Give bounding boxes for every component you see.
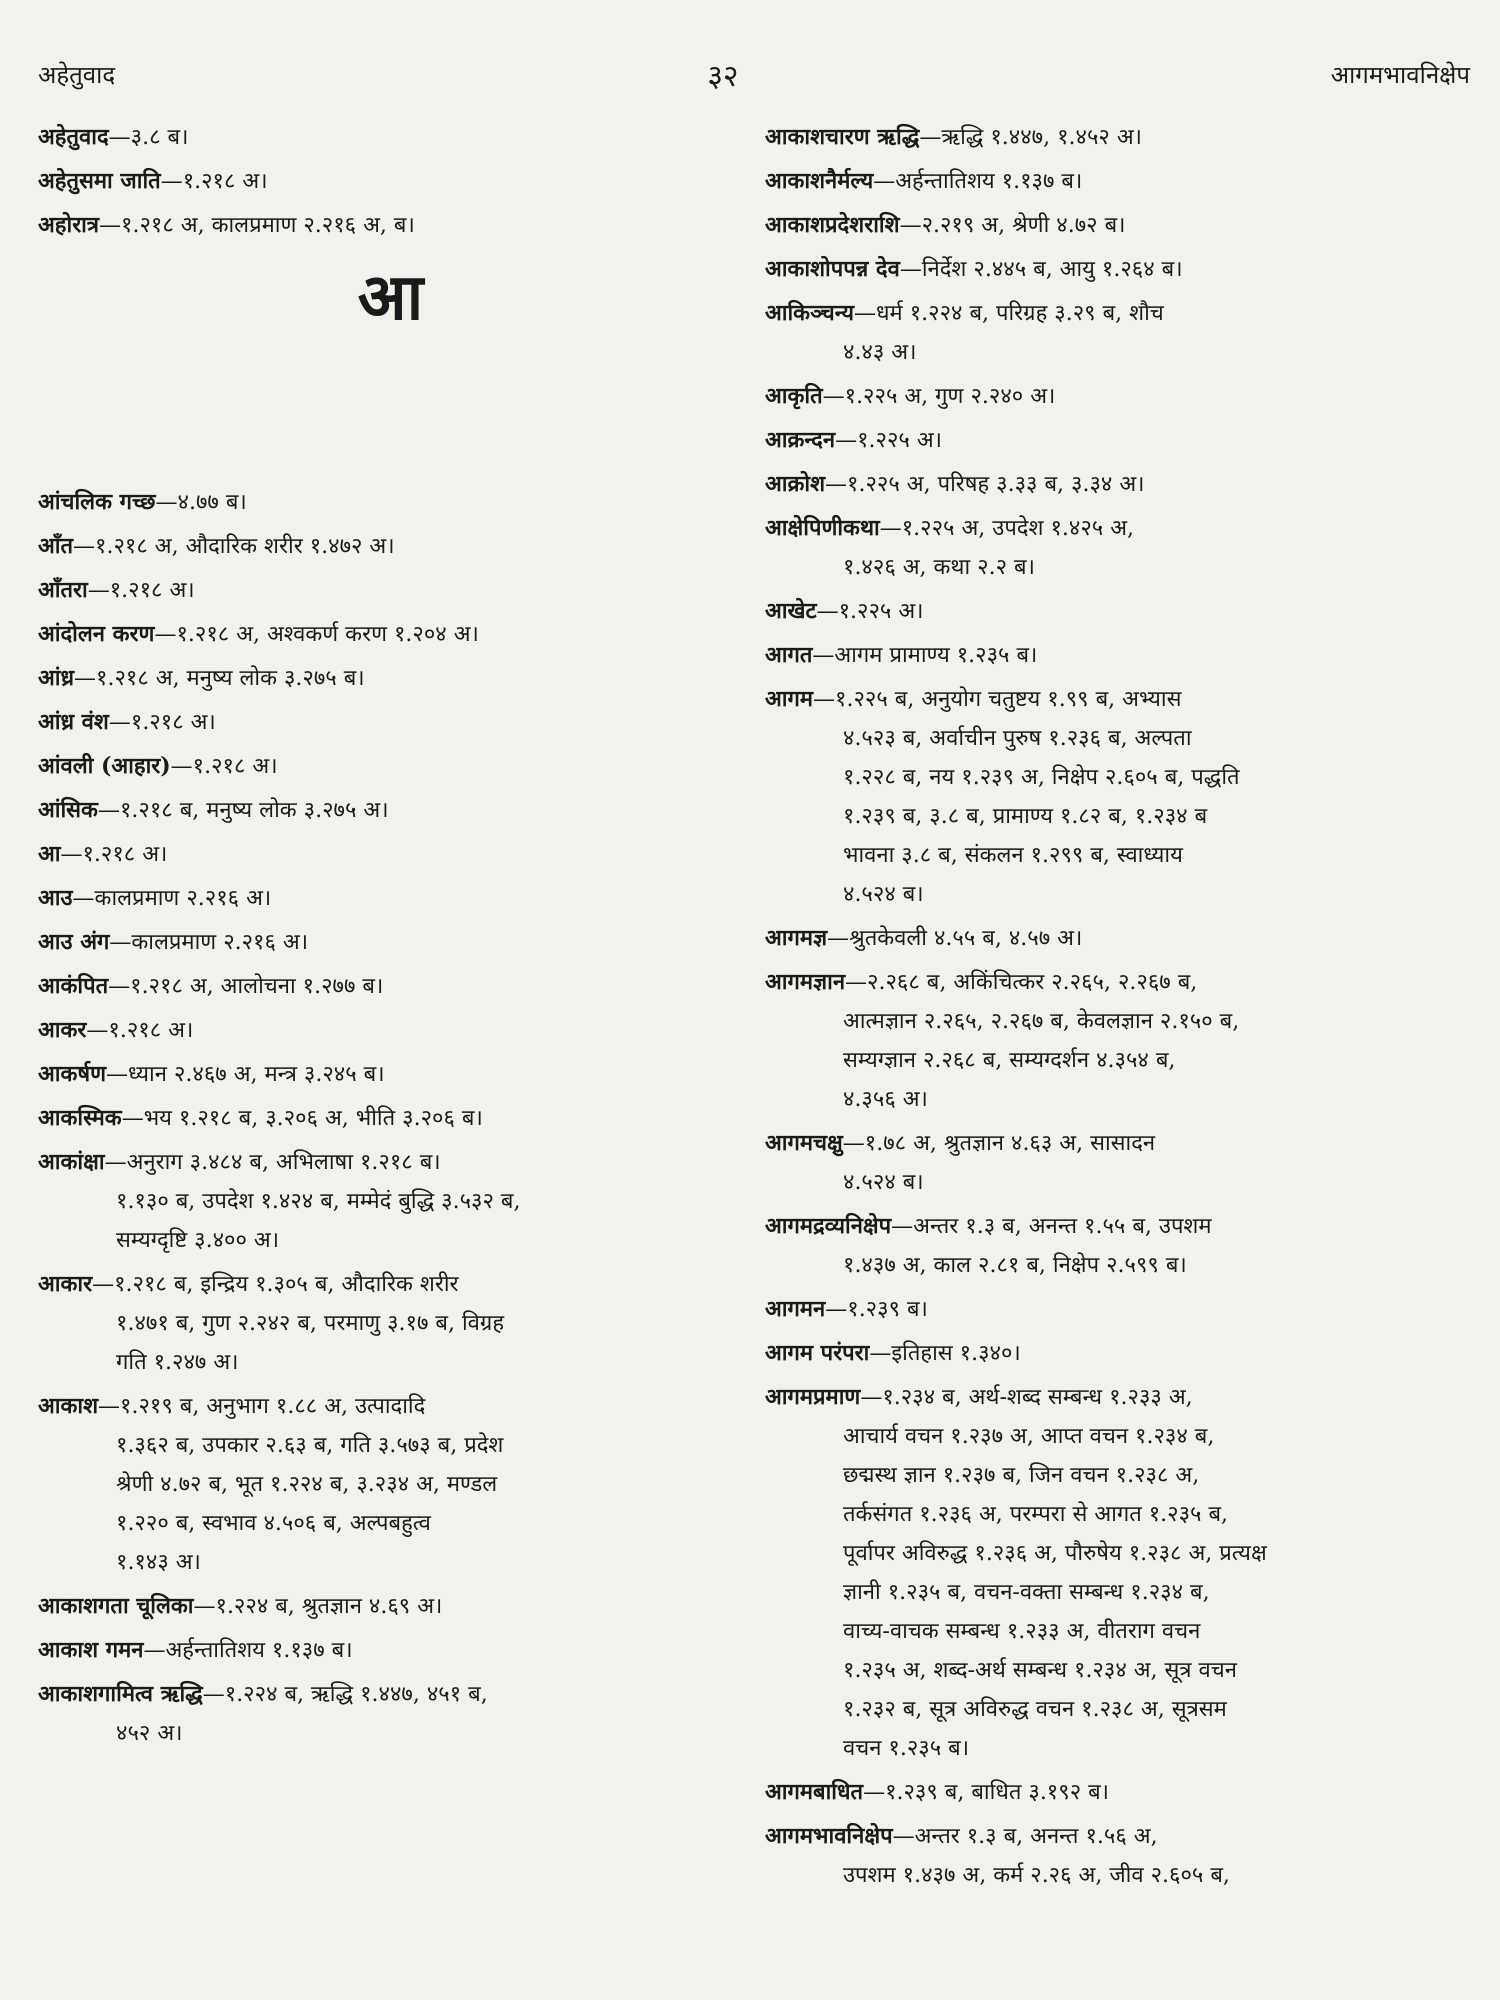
left-bottom-entries [38, 483, 743, 1753]
entry-headword: आकांक्षा [38, 1149, 105, 1175]
entry-references: —ऋद्धि १.४४७, १.४५२ अ। [919, 125, 1142, 150]
dictionary-entry [765, 592, 1465, 631]
entry-references: —१.२२५ अ। [816, 599, 924, 624]
entry-continuation-line: पूर्वापर अविरुद्ध १.२३६ अ, पौरुषेय १.२३८ अ, प्रत्यक्ष [843, 1541, 1267, 1566]
entry-headword: आकाशनैर्मल्य [765, 168, 874, 194]
entry-references: —१.२२५ अ। [835, 428, 942, 453]
entry-references: —अर्हन्तातिशय १.१३७ ब। [873, 169, 1083, 194]
entry-headword: अहेतुसमा जाति [38, 168, 161, 194]
dictionary-entry [38, 1387, 743, 1582]
entry-continuation-line: आत्मज्ञान २.२६५, २.२६७ ब, केवलज्ञान २.१५० ब, [843, 1009, 1240, 1034]
entry-references: —अनुराग ३.४८४ ब, अभिलाषा १.२१८ ब। [104, 1150, 441, 1175]
entry-continuation-line: गति १.२४७ अ। [116, 1350, 239, 1375]
entry-headword: आउ अंग [38, 929, 110, 955]
dictionary-entry [765, 1378, 1465, 1768]
entry-references: —१.२१८ अ। [108, 710, 216, 735]
entry-headword: आगमबाधित [765, 1779, 864, 1805]
entry-continuation-line: १.२२० ब, स्वभाव ४.५०६ ब, अल्पबहुत्व [116, 1511, 431, 1536]
dictionary-entry [38, 1143, 743, 1260]
entry-references: —कालप्रमाण २.२१६ अ। [72, 886, 272, 911]
entry-references: —१.२१८ अ। [170, 754, 278, 779]
entry-headword: आकाश [38, 1393, 99, 1419]
entry-headword: आगम [765, 686, 814, 712]
entry-references: —३.८ ब। [108, 125, 189, 150]
dictionary-entry [38, 1587, 743, 1626]
entry-continuation-line: १.१३० ब, उपदेश १.४२४ ब, मम्मेदं बुद्धि ३.५३२ ब, [116, 1189, 521, 1214]
entry-references: —अन्तर १.३ ब, अनन्त १.५६ अ, [892, 1824, 1158, 1849]
entry-references: —ध्यान २.४६७ अ, मन्त्र ३.२४५ ब। [106, 1062, 385, 1087]
dictionary-entry [38, 1011, 743, 1050]
entry-continuation-line: १.२३९ ब, ३.८ ब, प्रामाण्य १.८२ ब, १.२३४ ब [843, 804, 1208, 829]
entry-continuation-line: १.२३५ अ, शब्द-अर्थ सम्बन्ध १.२३४ अ, सूत्र वचन [843, 1658, 1237, 1683]
entry-continuation-line: १.२२८ ब, नय १.२३९ अ, निक्षेप २.६०५ ब, पद्धति [843, 765, 1240, 790]
dictionary-entry [765, 919, 1465, 958]
dictionary-entry [765, 680, 1465, 914]
entry-references: —१.२३९ ब, बाधित ३.१९२ ब। [863, 1780, 1110, 1805]
dictionary-entry [765, 465, 1465, 504]
entry-continuation-line: तर्कसंगत १.२३६ अ, परम्परा से आगत १.२३५ ब, [843, 1502, 1229, 1527]
entry-headword: आंध्र वंश [38, 709, 109, 735]
entry-references: —१.२१९ ब, अनुभाग १.८८ अ, उत्पादादि [98, 1394, 426, 1419]
dictionary-entry [38, 791, 743, 830]
entry-headword: आगमन [765, 1296, 826, 1322]
dictionary-entry [38, 615, 743, 654]
entry-continuation-line: आचार्य वचन १.२३७ अ, आप्त वचन १.२३४ ब, [843, 1424, 1215, 1449]
entry-headword: आकृति [765, 383, 823, 409]
section-letter: आ [357, 260, 424, 335]
entry-headword: आंसिक [38, 797, 98, 823]
entry-continuation-line: १.४७१ ब, गुण २.२४२ ब, परमाणु ३.१७ ब, विग्रह [116, 1311, 504, 1336]
entry-continuation-line: १.३६२ ब, उपकार २.६३ ब, गति ३.५७३ ब, प्रदेश [116, 1433, 504, 1458]
dictionary-entry [38, 1099, 743, 1138]
entry-continuation-line: ज्ञानी १.२३५ ब, वचन-वक्ता सम्बन्ध १.२३४ ब, [843, 1580, 1210, 1605]
dictionary-entry [38, 118, 743, 157]
entry-references: —अर्हन्तातिशय १.१३७ ब। [143, 1638, 353, 1663]
entry-references: —१.२२५ अ, उपदेश १.४२५ अ, [879, 516, 1134, 541]
entry-references: —१.२२४ ब, ऋद्धि १.४४७, ४५१ ब, [202, 1682, 488, 1707]
entry-references: —अन्तर १.३ ब, अनन्त १.५५ ब, उपशम [891, 1214, 1212, 1239]
dictionary-entry [38, 1675, 743, 1753]
entry-continuation-line: छद्मस्थ ज्ञान १.२३७ ब, जिन वचन १.२३८ अ, [843, 1463, 1200, 1488]
entry-continuation-line: ४.५२४ ब। [843, 1170, 924, 1195]
entry-references: —धर्म १.२२४ ब, परिग्रह ३.२९ ब, शौच [854, 301, 1164, 326]
dictionary-entry [765, 509, 1465, 587]
entry-references: —आगम प्रामाण्य १.२३५ ब। [812, 643, 1038, 668]
entry-references: —इतिहास १.३४०। [869, 1341, 1021, 1366]
page-header [38, 54, 1470, 94]
entry-continuation-line: ४.३५६ अ। [843, 1087, 928, 1112]
entry-continuation-line: ४.४३ अ। [843, 340, 917, 365]
entry-references: —कालप्रमाण २.२१६ अ। [109, 930, 309, 955]
entry-headword: आकस्मिक [38, 1105, 122, 1131]
entry-references: —२.२६८ ब, अकिंचित्कर २.२६५, २.२६७ ब, [845, 970, 1198, 995]
entry-continuation-line: ४५२ अ। [116, 1721, 183, 1746]
dictionary-entry [38, 703, 743, 742]
entry-headword: आंध्र [38, 665, 75, 691]
entry-references: —१.२१८ अ, मनुष्य लोक ३.२७५ ब। [74, 666, 365, 691]
entry-headword: आकाशोपपन्न देव [765, 256, 900, 282]
dictionary-entry [38, 967, 743, 1006]
entry-references: —१.२२५ ब, अनुयोग चतुष्टय १.९९ ब, अभ्यास [813, 687, 1182, 712]
entry-continuation-line: १.१४३ अ। [116, 1550, 201, 1575]
entry-headword: आंवली (आहार) [38, 753, 171, 779]
entry-headword: आंदोलन करण [38, 621, 155, 647]
dictionary-entry [38, 206, 743, 245]
dictionary-entry [765, 206, 1465, 245]
entry-references: —१.२१८ अ, कालप्रमाण २.२१६ अ, ब। [99, 213, 415, 238]
right-entries [765, 118, 1465, 1895]
entry-references: —१.२३९ ब। [825, 1297, 928, 1322]
entry-references: —१.२१८ अ। [60, 842, 168, 867]
entry-headword: आकिञ्चन्य [765, 300, 855, 326]
entry-references: —१.७८ अ, श्रुतज्ञान ४.६३ अ, सासादन [842, 1131, 1156, 1156]
entry-headword: आगमभावनिक्षेप [765, 1823, 893, 1849]
entry-headword: आकंपित [38, 973, 109, 999]
entry-headword: आक्रोश [765, 471, 826, 497]
entry-references: —१.२१८ अ, आलोचना १.२७७ ब। [108, 974, 384, 999]
entry-headword: आउ [38, 885, 73, 911]
entry-headword: आ [38, 841, 61, 867]
entry-references: —१.२१८ अ। [87, 578, 195, 603]
dictionary-entry [765, 294, 1465, 372]
entry-headword: आकाश गमन [38, 1637, 144, 1663]
dictionary-entry [38, 879, 743, 918]
entry-references: —१.२१८ ब, इन्द्रिय १.३०५ ब, औदारिक शरीर [92, 1272, 459, 1297]
entry-continuation-line: भावना ३.८ ब, संकलन १.२९९ ब, स्वाध्याय [843, 843, 1183, 868]
entry-references: —१.२३४ ब, अर्थ-शब्द सम्बन्ध १.२३३ अ, [860, 1385, 1193, 1410]
dictionary-entry [38, 1265, 743, 1382]
entry-continuation-line: वचन १.२३५ ब। [843, 1736, 970, 1761]
entry-headword: आगमप्रमाण [765, 1384, 861, 1410]
entry-headword: आगमद्रव्यनिक्षेप [765, 1213, 892, 1239]
dictionary-entry [765, 636, 1465, 675]
dictionary-entry [765, 250, 1465, 289]
entry-continuation-line: ४.५२३ ब, अर्वाचीन पुरुष १.२३६ ब, अल्पता [843, 726, 1192, 751]
dictionary-entry [38, 162, 743, 201]
entry-continuation-line: वाच्य-वाचक सम्बन्ध १.२३३ अ, वीतराग वचन [843, 1619, 1201, 1644]
entry-continuation-line: श्रेणी ४.७२ ब, भूत १.२२४ ब, ३.२३४ अ, मण्डल [116, 1472, 498, 1497]
right-column [765, 118, 1465, 1900]
dictionary-entry [765, 1334, 1465, 1373]
dictionary-entry [765, 1773, 1465, 1812]
entry-continuation-line: सम्यग्ज्ञान २.२६८ ब, सम्यग्दर्शन ४.३५४ ब, [843, 1048, 1176, 1073]
entry-references: —१.२१८ अ, औदारिक शरीर १.४७२ अ। [73, 534, 395, 559]
entry-headword: आँत [38, 533, 74, 559]
entry-headword: आगत [765, 642, 813, 668]
dictionary-entry [765, 118, 1465, 157]
dictionary-entry [38, 571, 743, 610]
entry-references: —१.२१८ अ, अश्वकर्ण करण १.२०४ अ। [154, 622, 479, 647]
page-number: ३२ [707, 58, 739, 94]
dictionary-entry [38, 747, 743, 786]
entry-headword: आकर्षण [38, 1061, 107, 1087]
entry-references: —१.२२४ ब, श्रुतज्ञान ४.६९ अ। [193, 1594, 443, 1619]
entry-headword: आकाशप्रदेशराशि [765, 212, 900, 238]
entry-references: —१.२१८ अ। [160, 169, 268, 194]
entry-references: —१.२१८ ब, मनुष्य लोक ३.२७५ अ। [97, 798, 389, 823]
dictionary-entry [38, 483, 743, 522]
entry-headword: आकाशगता चूलिका [38, 1593, 194, 1619]
entry-headword: आक्रन्दन [765, 427, 836, 453]
entry-references: —भय १.२१८ ब, ३.२०६ अ, भीति ३.२०६ ब। [121, 1106, 483, 1131]
dictionary-entry [38, 659, 743, 698]
entry-headword: आकाशगामित्व ऋद्धि [38, 1681, 203, 1707]
entry-headword: आखेट [765, 598, 817, 624]
entry-headword: आँतरा [38, 577, 88, 603]
dictionary-entry [765, 421, 1465, 460]
dictionary-entry [38, 835, 743, 874]
entry-references: —२.२१९ अ, श्रेणी ४.७२ ब। [899, 213, 1126, 238]
dictionary-entry [38, 1631, 743, 1670]
running-head-left: अहेतुवाद [38, 60, 116, 89]
dictionary-entry [765, 1290, 1465, 1329]
entry-continuation-line: उपशम १.४३७ अ, कर्म २.२६ अ, जीव २.६०५ ब, [843, 1863, 1230, 1888]
entry-continuation-line: १.४२६ अ, कथा २.२ ब। [843, 555, 1035, 580]
entry-references: —१.२२५ अ, परिषह ३.३३ ब, ३.३४ अ। [825, 472, 1145, 497]
entry-references: —श्रुतकेवली ४.५५ ब, ४.५७ अ। [827, 926, 1083, 951]
entry-headword: आगमचक्षु [765, 1130, 843, 1156]
entry-references: —१.२१८ अ। [86, 1018, 194, 1043]
entry-headword: आक्षेपिणीकथा [765, 515, 880, 541]
left-column [38, 118, 743, 1758]
entry-headword: आगम परंपरा [765, 1340, 870, 1366]
dictionary-entry [765, 377, 1465, 416]
entry-references: —१.२२५ अ, गुण २.२४० अ। [822, 384, 1056, 409]
entry-headword: आकाशचारण ऋद्धि [765, 124, 920, 150]
entry-headword: अहेतुवाद [38, 124, 109, 150]
entry-headword: आगमज्ञ [765, 925, 828, 951]
entry-continuation-line: १.४३७ अ, काल २.८१ ब, निक्षेप २.५९९ ब। [843, 1253, 1187, 1278]
entry-references: —४.७७ ब। [155, 490, 247, 515]
entry-headword: आकार [38, 1271, 93, 1297]
dictionary-entry [765, 1207, 1465, 1285]
entry-continuation-line: १.२३२ ब, सूत्र अविरुद्ध वचन १.२३८ अ, सूत्रसम [843, 1697, 1227, 1722]
entry-headword: आंचलिक गच्छ [38, 489, 156, 515]
dictionary-entry [765, 1124, 1465, 1202]
dictionary-entry [38, 1055, 743, 1094]
dictionary-entry [765, 1817, 1465, 1895]
entry-headword: आकर [38, 1017, 87, 1043]
running-head-right: आगमभावनिक्षेप [1330, 60, 1470, 89]
entry-references: —निर्देश २.४४५ ब, आयु १.२६४ ब। [899, 257, 1183, 282]
entry-headword: आगमज्ञान [765, 969, 846, 995]
entry-continuation-line: सम्यग्दृष्टि ३.४०० अ। [116, 1228, 280, 1253]
dictionary-entry [765, 162, 1465, 201]
left-top-entries [38, 118, 743, 245]
entry-continuation-line: ४.५२४ ब। [843, 882, 924, 907]
dictionary-entry [38, 923, 743, 962]
dictionary-entry [38, 527, 743, 566]
dictionary-entry [765, 963, 1465, 1119]
entry-headword: अहोरात्र [38, 212, 100, 238]
